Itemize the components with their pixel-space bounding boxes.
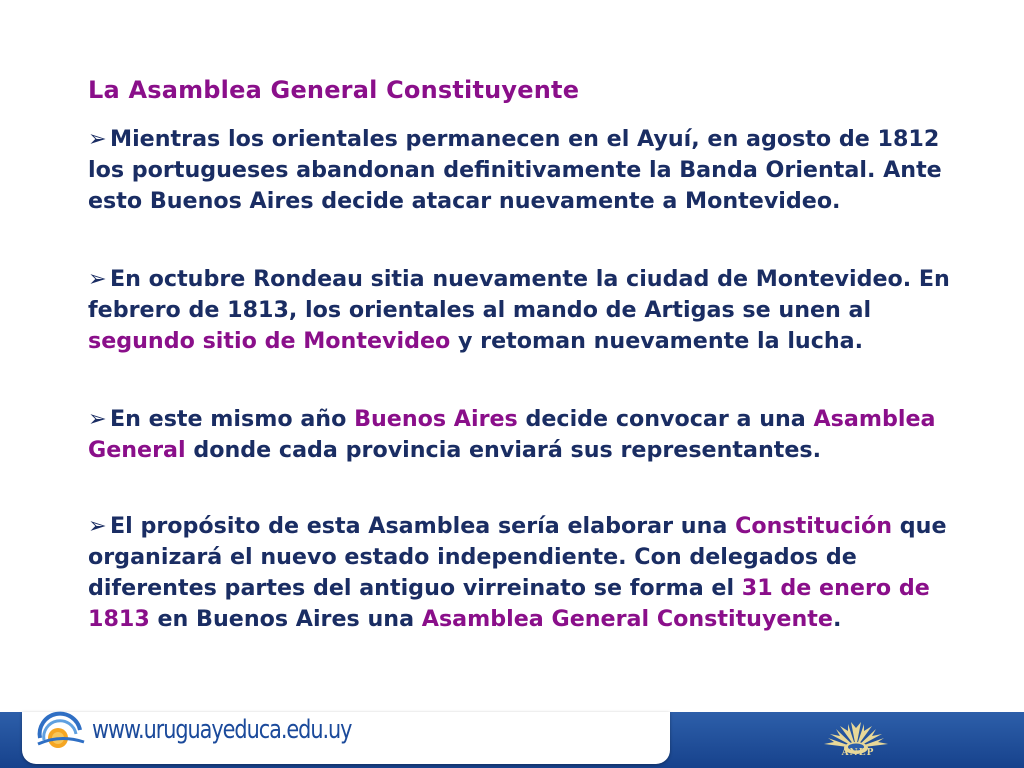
text-segment: En este mismo año bbox=[110, 406, 355, 432]
highlight-asamblea-constituyente: Asamblea General Constituyente bbox=[421, 606, 833, 632]
text-segment: El propósito de esta Asamblea sería elaborar una bbox=[110, 513, 736, 539]
paragraph-2 bbox=[88, 264, 968, 357]
highlight-constitucion: Constitución bbox=[735, 513, 893, 539]
text-segment: Mientras los orientales permanecen en el Ayuí, en agosto de 1812 los portugueses abandonan definitivamente la Banda Oriental. Ante esto Buenos Aires decide atacar nuevamente a Montevideo. bbox=[88, 126, 942, 214]
text-segment: decide convocar a una bbox=[517, 406, 814, 432]
slide-title: La Asamblea General Constituyente bbox=[88, 76, 580, 104]
paragraph-4 bbox=[88, 511, 968, 635]
paragraph-3 bbox=[88, 404, 968, 466]
anep-label: ANEP bbox=[841, 748, 875, 758]
uruguayeduca-logo-icon bbox=[34, 704, 86, 752]
text-segment: y retoman nuevamente la lucha. bbox=[450, 328, 864, 354]
text-segment: donde cada provincia enviará sus representantes. bbox=[185, 437, 822, 463]
highlight-segundo-sitio: segundo sitio de Montevideo bbox=[88, 328, 451, 354]
highlight-date: 31 de enero de 1813 bbox=[88, 575, 930, 632]
bullet-arrow-icon: ➢ bbox=[88, 513, 107, 539]
text-segment: en Buenos Aires una bbox=[149, 606, 422, 632]
highlight-asamblea-general: Asamblea General bbox=[88, 406, 936, 463]
bullet-arrow-icon: ➢ bbox=[88, 266, 107, 292]
text-segment: que organizará el nuevo estado independiente. Con delegados de diferentes partes del antiguo virreinato se forma el bbox=[88, 513, 947, 601]
site-url[interactable]: www.uruguayeduca.edu.uy bbox=[92, 715, 352, 745]
highlight-buenos-aires: Buenos Aires bbox=[354, 406, 518, 432]
bullet-arrow-icon: ➢ bbox=[88, 126, 107, 152]
bullet-arrow-icon: ➢ bbox=[88, 406, 107, 432]
paragraph-1 bbox=[88, 124, 968, 217]
text-segment: . bbox=[832, 606, 842, 632]
text-segment: En octubre Rondeau sitia nuevamente la ciudad de Montevideo. En febrero de 1813, los orientales al mando de Artigas se unen al bbox=[88, 266, 950, 323]
